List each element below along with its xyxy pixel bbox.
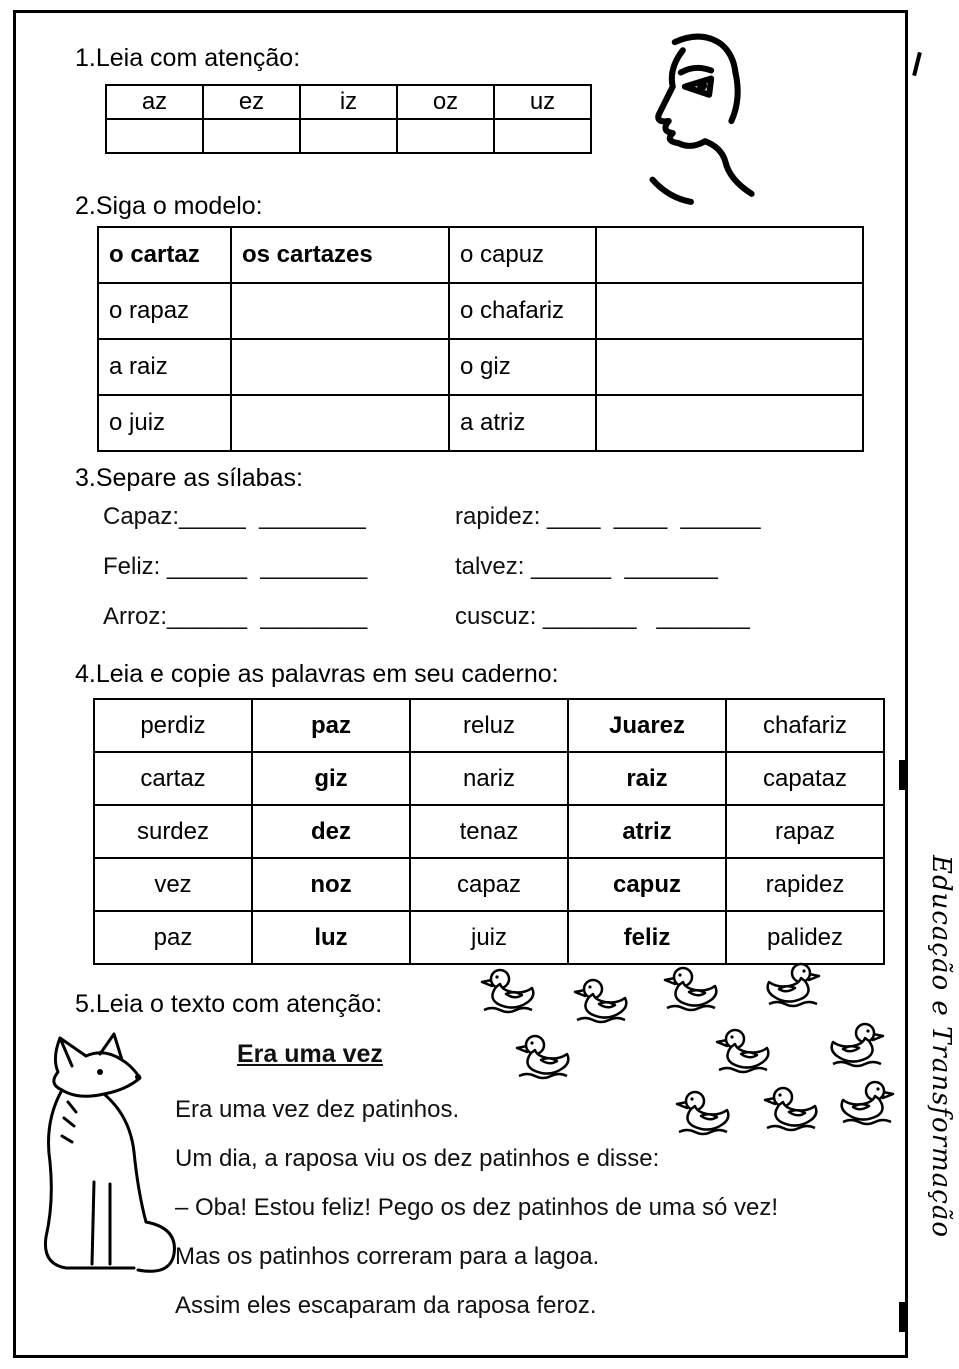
story-line: Um dia, a raposa viu os dez patinhos e disse:	[175, 1145, 660, 1172]
empty-cell	[596, 339, 863, 395]
syllable-prompt: Arroz:______ ________	[103, 603, 368, 630]
story-text	[175, 1096, 885, 1341]
word-cell: paz	[94, 911, 252, 964]
letters-cell: uz	[494, 85, 591, 119]
word-cell: capataz	[726, 752, 884, 805]
exercise3-title: 3.Separe as sílabas:	[75, 464, 303, 492]
letters-cell: oz	[397, 85, 494, 119]
table-row	[106, 85, 591, 119]
syllable-prompt: Feliz: ______ ________	[103, 553, 368, 580]
word-cell: perdiz	[94, 699, 252, 752]
word-cell: o giz	[449, 339, 596, 395]
word-cell: reluz	[410, 699, 568, 752]
empty-cell	[231, 283, 449, 339]
word-cell: luz	[252, 911, 410, 964]
table-row	[94, 858, 884, 911]
word-cell: o juiz	[98, 395, 231, 451]
story-line: – Oba! Estou feliz! Pego os dez patinhos de uma só vez!	[175, 1194, 779, 1221]
exercise2-title: 2.Siga o modelo:	[75, 192, 263, 220]
syllable-line	[103, 603, 761, 633]
word-cell: nariz	[410, 752, 568, 805]
syllable-prompt: Capaz:_____ ________	[103, 503, 366, 530]
table-row	[94, 805, 884, 858]
syllable-line	[103, 553, 761, 583]
word-cell: paz	[252, 699, 410, 752]
story-line: Era uma vez dez patinhos.	[175, 1096, 460, 1123]
brand-vertical-text: Educação e Transformação	[926, 854, 956, 1238]
face-profile-image	[612, 28, 782, 210]
exercise1-title: 1.Leia com atenção:	[75, 44, 301, 72]
table-row	[98, 283, 863, 339]
word-cell: dez	[252, 805, 410, 858]
brand-divider-bottom	[899, 1302, 908, 1332]
table-row	[94, 752, 884, 805]
table-row	[98, 227, 863, 283]
letters-table	[105, 84, 592, 154]
word-cell: o cartaz	[98, 227, 231, 283]
word-cell: raiz	[568, 752, 726, 805]
word-cell: juiz	[410, 911, 568, 964]
empty-cell	[231, 339, 449, 395]
word-cell: Juarez	[568, 699, 726, 752]
word-cell: surdez	[94, 805, 252, 858]
syllable-prompt: rapidez: ____ ____ ______	[455, 503, 761, 530]
word-cell: cartaz	[94, 752, 252, 805]
word-cell: o rapaz	[98, 283, 231, 339]
exercise4-title: 4.Leia e copie as palavras em seu caderno:	[75, 660, 559, 688]
model-table	[97, 226, 864, 452]
word-cell: vez	[94, 858, 252, 911]
empty-cell	[494, 119, 591, 153]
empty-cell	[203, 119, 300, 153]
word-cell: o chafariz	[449, 283, 596, 339]
empty-cell	[106, 119, 203, 153]
word-cell: rapaz	[726, 805, 884, 858]
brand-divider-top	[899, 760, 908, 790]
corner-mark	[912, 52, 922, 76]
table-row	[94, 911, 884, 964]
letters-cell: az	[106, 85, 203, 119]
word-cell: feliz	[568, 911, 726, 964]
exercise5-title: 5.Leia o texto com atenção:	[75, 990, 383, 1018]
syllable-line	[103, 503, 761, 533]
story-line: Mas os patinhos correram para a lagoa.	[175, 1243, 600, 1270]
table-row	[98, 395, 863, 451]
word-cell: rapidez	[726, 858, 884, 911]
word-cell: o capuz	[449, 227, 596, 283]
word-cell: chafariz	[726, 699, 884, 752]
table-row	[98, 339, 863, 395]
letters-cell: ez	[203, 85, 300, 119]
word-cell: os cartazes	[231, 227, 449, 283]
word-cell: palidez	[726, 911, 884, 964]
empty-cell	[300, 119, 397, 153]
word-cell: giz	[252, 752, 410, 805]
fox-image	[38, 1032, 188, 1292]
syllable-prompt: talvez: ______ _______	[455, 553, 718, 580]
empty-cell	[231, 395, 449, 451]
table-row	[106, 119, 591, 153]
empty-cell	[397, 119, 494, 153]
story-title: Era uma vez	[237, 1040, 383, 1068]
syllable-exercise	[103, 503, 761, 653]
story-line: Assim eles escaparam da raposa feroz.	[175, 1292, 597, 1319]
words-table	[93, 698, 885, 965]
word-cell: atriz	[568, 805, 726, 858]
table-row	[94, 699, 884, 752]
syllable-prompt: cuscuz: _______ _______	[455, 603, 750, 630]
empty-cell	[596, 395, 863, 451]
word-cell: noz	[252, 858, 410, 911]
word-cell: a atriz	[449, 395, 596, 451]
empty-cell	[596, 283, 863, 339]
word-cell: capaz	[410, 858, 568, 911]
letters-cell: iz	[300, 85, 397, 119]
empty-cell	[596, 227, 863, 283]
word-cell: capuz	[568, 858, 726, 911]
word-cell: a raiz	[98, 339, 231, 395]
word-cell: tenaz	[410, 805, 568, 858]
